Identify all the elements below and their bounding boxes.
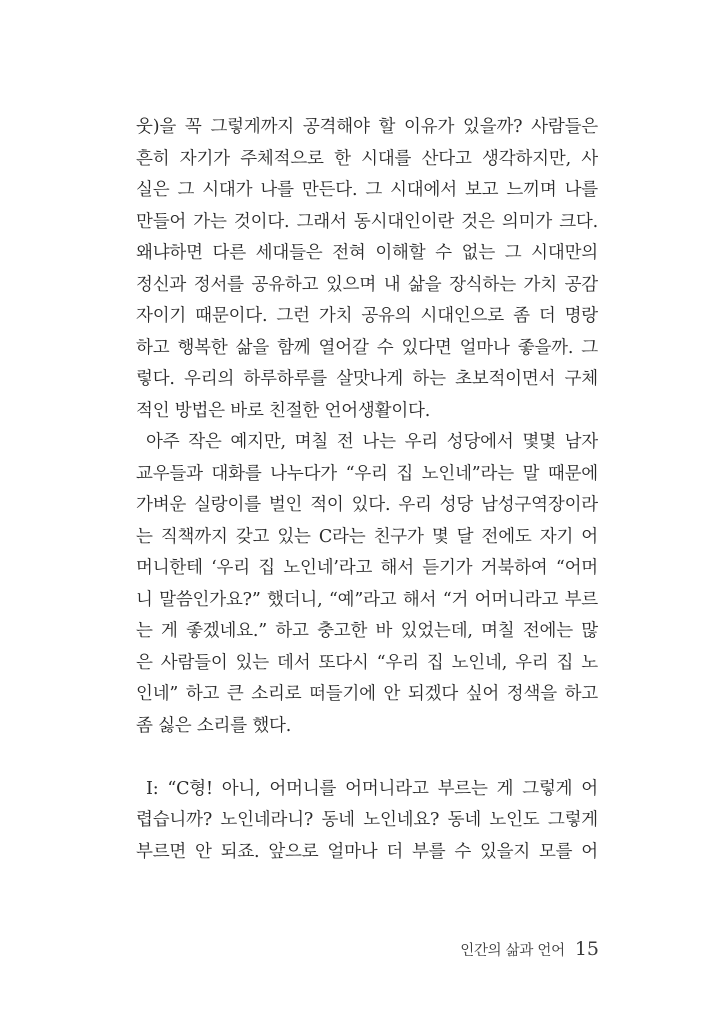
text-line: 렇다. 우리의 하루하루를 살맛나게 하는 초보적이면서 구체 bbox=[136, 369, 598, 389]
text-line: 좀 싫은 소리를 했다. bbox=[136, 715, 292, 736]
footer-book-title: 인간의 삶과 언어 bbox=[460, 943, 565, 959]
text-line: 렵습니까? 노인네라니? 동네 노인네요? 동네 노인도 그렇게 bbox=[136, 810, 598, 830]
text-line: 는 직책까지 갖고 있는 C라는 친구가 몇 달 전에도 자기 어 bbox=[136, 526, 598, 547]
text-line: 적인 방법은 바로 친절한 언어생활이다. bbox=[136, 400, 431, 421]
body-text bbox=[136, 112, 598, 868]
text-line: 실은 그 시대가 나를 만든다. 그 시대에서 보고 느끼며 나를 bbox=[136, 180, 598, 200]
text-line: 교우들과 대화를 나누다가 “우리 집 노인네”라는 말 때문에 bbox=[136, 463, 598, 484]
text-line: 만들어 가는 것이다. 그래서 동시대인이란 것은 의미가 크다. bbox=[136, 211, 598, 232]
text-line: 하고 행복한 삶을 함께 열어갈 수 있다면 얼마나 좋을까. 그 bbox=[136, 337, 598, 358]
text-line: I: “C형! 아니, 어머니를 어머니라고 부르는 게 그렇게 어 bbox=[146, 778, 598, 799]
page-number: 15 bbox=[574, 938, 599, 960]
text-line: 왜냐하면 다른 세대들은 전혀 이해할 수 없는 그 시대만의 bbox=[136, 243, 598, 263]
paragraph-spacer bbox=[136, 742, 598, 774]
text-line: 머니한테 ‘우리 집 노인네’라고 해서 듣기가 거북하여 “어머 bbox=[136, 558, 598, 578]
text-line: 니 말씀인가요?” 했더니, “예”라고 해서 “거 어머니라고 부르 bbox=[136, 589, 598, 610]
text-line: 부르면 안 되죠. 앞으로 얼마나 더 부를 수 있을지 모를 어 bbox=[136, 841, 598, 862]
text-line: 는 게 좋겠네요.” 하고 충고한 바 있었는데, 며칠 전에는 많 bbox=[136, 621, 598, 641]
text-line: 은 사람들이 있는 데서 또다시 “우리 집 노인네, 우리 집 노 bbox=[136, 652, 598, 673]
text-line: 가벼운 실랑이를 벌인 적이 있다. 우리 성당 남성구역장이라 bbox=[136, 495, 598, 515]
text-line: 자이기 때문이다. 그런 가치 공유의 시대인으로 좀 더 명랑 bbox=[136, 306, 598, 326]
paragraph-3-dialogue bbox=[136, 774, 598, 869]
text-line: 웃)을 꼭 그렇게까지 공격해야 할 이유가 있을까? 사람들은 bbox=[136, 117, 598, 137]
text-line: 인네” 하고 큰 소리로 떠들기에 안 되겠다 싶어 정색을 하고 bbox=[136, 684, 598, 704]
text-line: 흔히 자기가 주체적으로 한 시대를 산다고 생각하지만, 사 bbox=[136, 148, 598, 169]
running-footer bbox=[460, 938, 599, 966]
text-line: 아주 작은 예지만, 며칠 전 나는 우리 성당에서 몇몇 남자 bbox=[146, 432, 598, 452]
text-line: 정신과 정서를 공유하고 있으며 내 삶을 장식하는 가치 공감 bbox=[136, 274, 598, 295]
paragraph-1 bbox=[136, 112, 598, 427]
paragraph-2 bbox=[136, 427, 598, 742]
